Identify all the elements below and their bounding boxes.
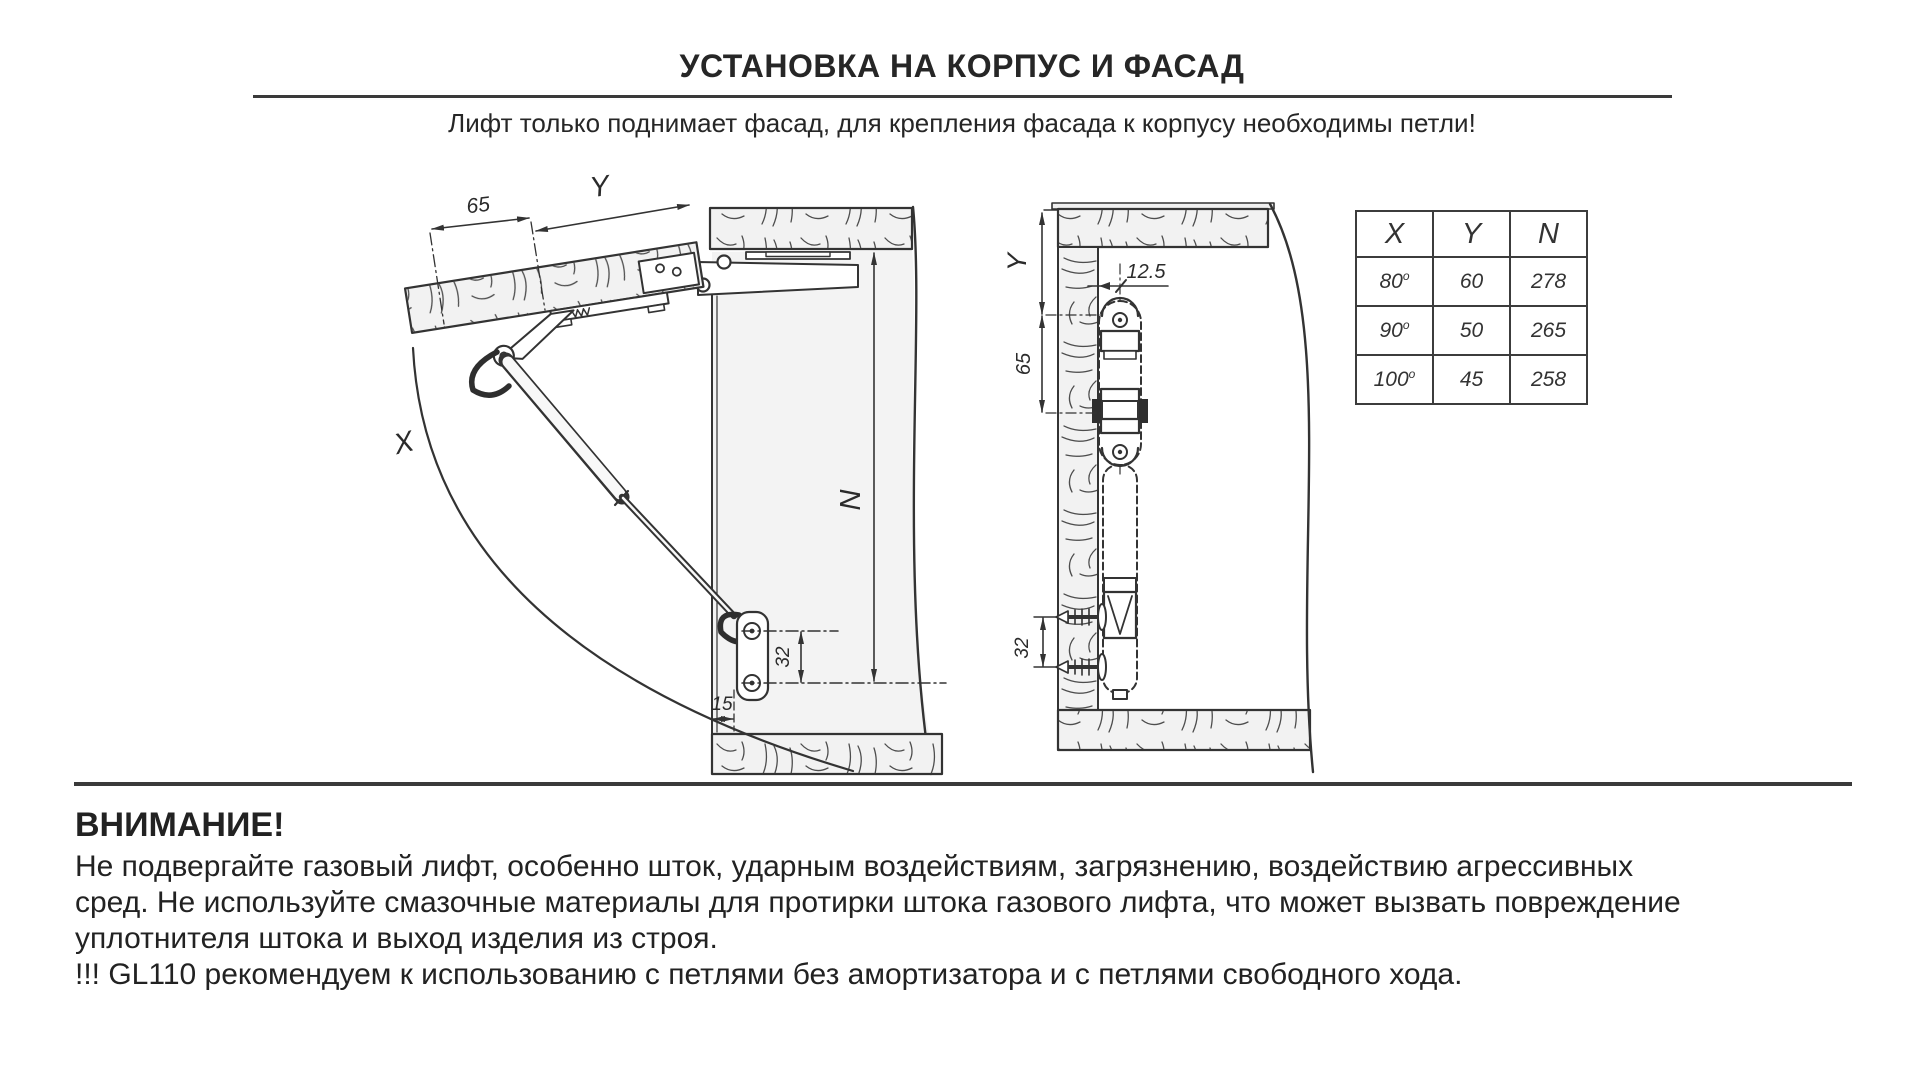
cell-n: 265 (1510, 306, 1587, 355)
dim-label-32-closed: 32 (1012, 637, 1033, 659)
cell-angle: 90$^o$ (1356, 306, 1433, 355)
closed-position-diagram (1002, 203, 1313, 772)
cell-n: 258 (1510, 355, 1587, 404)
degree-mark: o (1402, 318, 1410, 332)
spec-table-header-row (1356, 211, 1587, 257)
dim-label-12-5-closed: 12.5 (1126, 261, 1166, 283)
spec-header-n: N (1510, 211, 1587, 257)
cell-angle: 80$^o$ (1356, 257, 1433, 306)
spec-header-y: Y (1433, 211, 1510, 257)
warning-line: сред. Не используйте смазочные материалы для протирки штока газового лифта, что может вызвать повреждение (75, 886, 1681, 919)
cell-y: 60 (1433, 257, 1510, 306)
dim-label-x-open: X (390, 425, 418, 462)
cell-y: 50 (1433, 306, 1510, 355)
warning-line: Не подвергайте газовый лифт, особенно шток, ударным воздействиям, загрязнению, воздействию агрессивных (75, 850, 1634, 883)
warning-line: !!! GL110 рекомендуем к использованию с петлями без амортизатора и с петлями свободного хода. (75, 958, 1463, 991)
break-line (1270, 204, 1313, 772)
page-title: УСТАНОВКА НА КОРПУС И ФАСАД (679, 48, 1245, 84)
cell-y: 45 (1433, 355, 1510, 404)
dim-label-65-closed: 65 (1013, 352, 1035, 376)
hinge (697, 252, 859, 295)
spec-table-row (1356, 355, 1587, 404)
spec-header-x: X (1356, 211, 1433, 257)
cell-n: 278 (1510, 257, 1587, 306)
page-subtitle: Лифт только поднимает фасад, для крепления фасада к корпусу необходимы петли! (448, 108, 1476, 138)
folded-gas-lift (1092, 264, 1148, 699)
top-panel-grain (711, 209, 911, 248)
dim-label-y-open: Y (587, 169, 612, 205)
facade-panel (405, 242, 711, 379)
gas-lift (472, 352, 752, 642)
dim-label-n-open: N (835, 489, 867, 511)
dim-label-32-open: 32 (773, 646, 794, 668)
degree-mark: o (1402, 269, 1410, 283)
degree-mark: o (1408, 367, 1416, 381)
warning-line: уплотнителя штока и выход изделия из строя. (75, 922, 718, 955)
warning-heading: ВНИМАНИЕ! (75, 806, 285, 844)
dim-label-65-open: 65 (465, 192, 492, 219)
warning-section (75, 806, 1895, 993)
bottom-bracket (737, 612, 768, 700)
dim-label-15-open: 15 (711, 694, 733, 715)
open-position-diagram (390, 170, 946, 774)
section-divider (74, 782, 1852, 786)
dim-label-y-closed: Y (1002, 252, 1032, 272)
cell-angle: 100$^o$ (1356, 355, 1433, 404)
spec-table (1355, 210, 1588, 405)
spec-table-row (1356, 306, 1587, 355)
spec-table-row (1356, 257, 1587, 306)
